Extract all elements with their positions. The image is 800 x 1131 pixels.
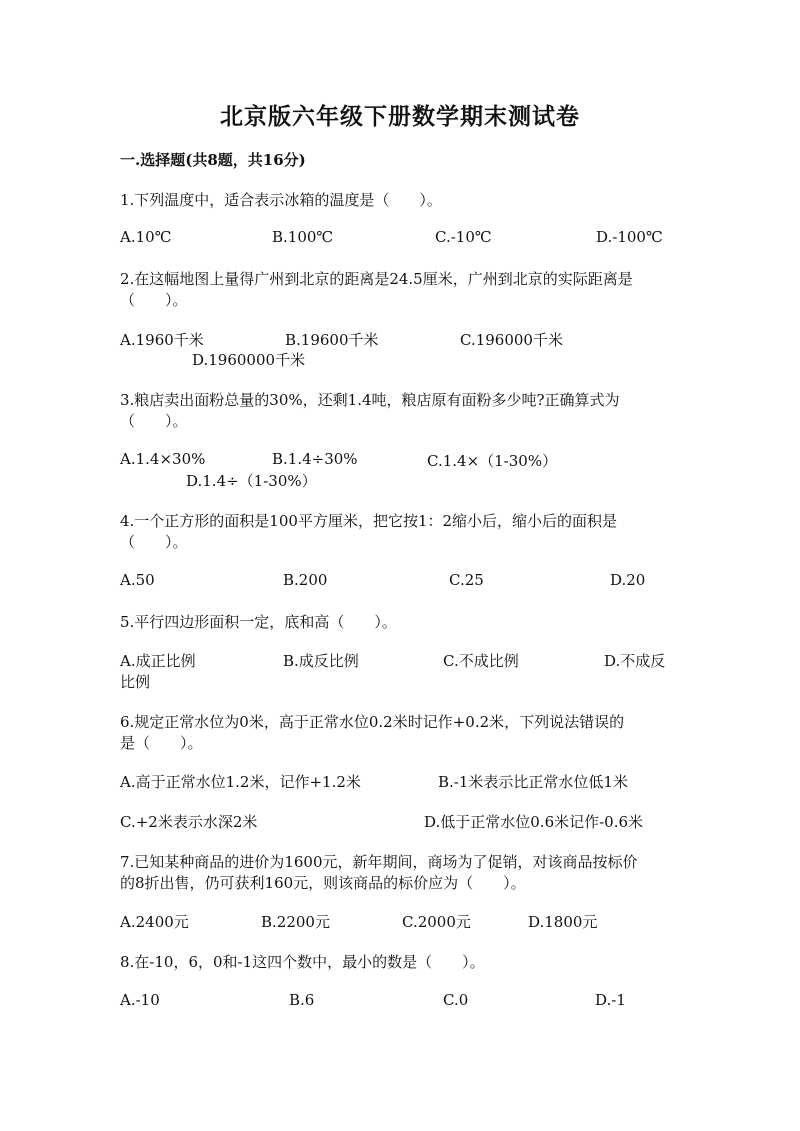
question-5-option-d-continued: 比例: [120, 673, 151, 691]
question-5-option-a: A.成正比例: [120, 652, 196, 670]
question-7-option-b: B.2200元: [261, 913, 330, 931]
question-8-option-b: B.6: [289, 991, 315, 1009]
question-3-stem-line-1: 3.粮店卖出面粉总量的30%，还剩1.4吨，粮店原有面粉多少吨?正确算式为: [120, 391, 620, 409]
question-6-option-a: A.高于正常水位1.2米，记作+1.2米: [120, 773, 361, 791]
question-1-option-a: A.10℃: [120, 228, 172, 246]
question-5-option-b: B.成反比例: [283, 652, 359, 670]
question-3-option-c: C.1.4×（1-30%）: [427, 452, 558, 470]
question-2-stem-line-1: 2.在这幅地图上量得广州到北京的距离是24.5厘米，广州到北京的实际距离是: [120, 270, 633, 288]
question-1-stem: 1.下列温度中，适合表示冰箱的温度是（ ）。: [120, 191, 442, 209]
question-4-option-b: B.200: [283, 571, 328, 589]
question-1-option-d: D.-100℃: [596, 228, 663, 246]
question-2-stem-line-2: （ ）。: [120, 291, 188, 309]
question-4-option-d: D.20: [610, 571, 646, 589]
question-5-option-d: D.不成反: [604, 652, 666, 670]
question-7-stem-line-2: 的8折出售，仍可获利160元，则该商品的标价应为（ ）。: [120, 874, 526, 892]
question-4-option-a: A.50: [120, 571, 155, 589]
question-8-option-a: A.-10: [120, 991, 160, 1009]
question-8-option-d: D.-1: [595, 991, 626, 1009]
question-5-option-c: C.不成比例: [443, 652, 519, 670]
question-6-stem-line-1: 6.规定正常水位为0米，高于正常水位0.2米时记作+0.2米，下列说法错误的: [120, 713, 625, 731]
question-3-stem-line-2: （ ）。: [120, 412, 188, 430]
question-4-stem-line-2: （ ）。: [120, 533, 188, 551]
question-8-option-c: C.0: [443, 991, 469, 1009]
question-6-stem-line-2: 是（ ）。: [120, 734, 203, 752]
question-3-option-a: A.1.4×30%: [120, 450, 206, 468]
question-2-option-c: C.196000千米: [460, 331, 563, 349]
section-heading: 一.选择题(共8题，共16分): [120, 151, 306, 169]
question-6-option-c: C.+2米表示水深2米: [120, 813, 258, 831]
question-7-option-c: C.2000元: [402, 913, 471, 931]
question-3-option-b: B.1.4÷30%: [272, 450, 358, 468]
question-7-option-d: D.1800元: [528, 913, 598, 931]
question-5-stem: 5.平行四边形面积一定，底和高（ ）。: [120, 613, 397, 631]
question-1-option-c: C.-10℃: [435, 228, 492, 246]
question-4-stem-line-1: 4.一个正方形的面积是100平方厘米，把它按1：2缩小后，缩小后的面积是: [120, 512, 618, 530]
question-6-option-b: B.-1米表示比正常水位低1米: [438, 773, 628, 791]
question-2-option-b: B.19600千米: [285, 331, 379, 349]
question-7-stem-line-1: 7.已知某种商品的进价为1600元，新年期间，商场为了促销，对该商品按标价: [120, 853, 638, 871]
question-1-option-b: B.100℃: [272, 228, 334, 246]
question-2-option-a: A.1960千米: [120, 331, 204, 349]
question-3-option-d: D.1.4÷（1-30%）: [186, 472, 317, 490]
question-4-option-c: C.25: [449, 571, 484, 589]
question-6-option-d: D.低于正常水位0.6米记作-0.6米: [424, 813, 644, 831]
question-7-option-a: A.2400元: [120, 913, 189, 931]
question-8-stem: 8.在-10，6，0和-1这四个数中，最小的数是（ ）。: [120, 953, 485, 971]
question-2-option-d: D.1960000千米: [192, 351, 306, 369]
page-title: 北京版六年级下册数学期末测试卷: [220, 103, 580, 130]
